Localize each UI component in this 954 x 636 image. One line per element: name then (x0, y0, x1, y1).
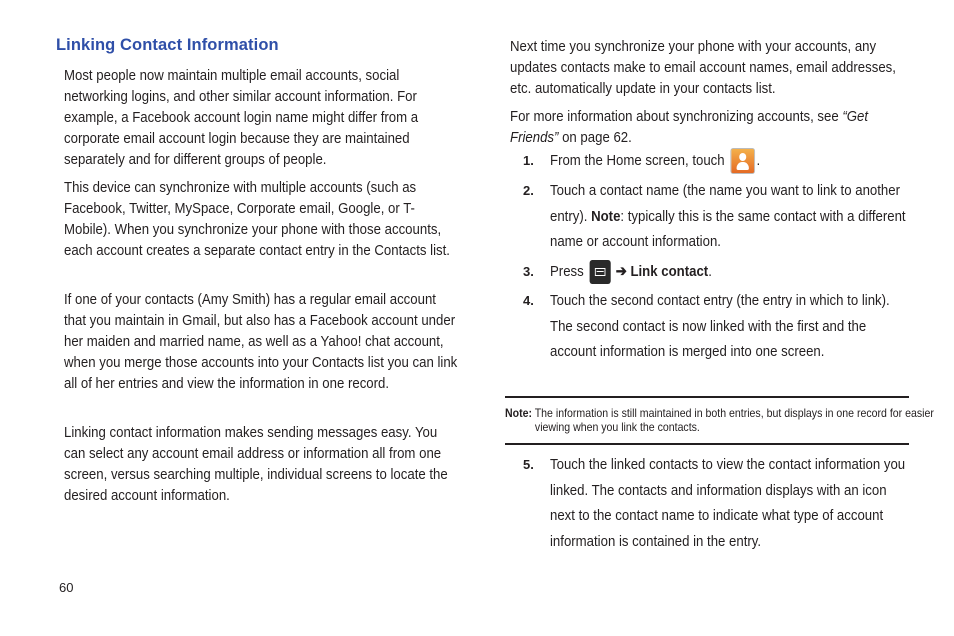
left-column (56, 36, 466, 512)
step-number: 1. (523, 153, 534, 168)
step-4 (510, 288, 910, 365)
step-1-end: . (756, 152, 761, 169)
more-info-paragraph (510, 106, 906, 148)
page-number: 60 (59, 580, 74, 595)
sync-intro: Next time you synchronize your phone with your accounts, any updates contacts make to email account names, email addresses, etc. automatically update in your contacts list. (510, 38, 896, 97)
paragraph-3: If one of your contacts (Amy Smith) has a regular email account that you maintain in Gmail, but also has a Facebook account under her maiden and married name, as well as a Yahoo! chat account, when you merge those accounts into your Contacts list you can link all of her entries and view the information in one record. (64, 291, 458, 392)
step-1-text: From the Home screen, touch (550, 152, 729, 169)
step-number: 5. (523, 457, 534, 472)
link-contact-option: Link contact (630, 262, 709, 280)
step-1 (510, 148, 910, 174)
menu-key-icon (589, 260, 610, 284)
step-2-note: : typically this is the same contact with a different name or account information. (550, 207, 906, 251)
step-2-text: Touch a contact name (the name you want to link to another entry). (550, 182, 901, 225)
note-box-text: The information is still maintained in both entries, but displays in one record for easier viewing when you link the contacts. (531, 406, 934, 434)
step-number: 3. (523, 263, 534, 279)
paragraph-4: Linking contact information makes sending messages easy. You can select any account email address or information all from one screen, versus searching multiple, individual screens to locate the desired account information. (64, 424, 448, 504)
step-5 (510, 452, 910, 554)
more-info-prefix: For more information about synchronizing accounts, see (510, 108, 843, 125)
step-3 (510, 259, 910, 285)
step-number: 4. (523, 293, 534, 309)
step-number: 2. (523, 183, 534, 199)
contacts-icon (730, 148, 755, 174)
step-5-container (510, 452, 910, 558)
step-4-text: Touch the second contact entry (the entry in which to link). The second contact is now linked with the first and the account information is merged into one screen. (550, 292, 890, 361)
step-2 (510, 178, 910, 255)
note-box-label: Note: (505, 406, 532, 420)
step-5-text: Touch the linked contacts to view the contact information you linked. The contacts and information displays with an icon next to the contact name to indicate what type of account information is contained in the entry. (550, 456, 906, 550)
more-info-suffix: on page 62. (558, 129, 632, 146)
step-3-end: . (708, 262, 712, 280)
step-3-text: Press (550, 262, 588, 280)
paragraph-1: Most people now maintain multiple email accounts, social networking logins, and other similar account information. For example, a Facebook account login name might differ from a corporate email account login because they are maintained separately and for different groups of people. (64, 67, 419, 168)
right-column (510, 36, 910, 369)
paragraph-2: This device can synchronize with multiple accounts (such as Facebook, Twitter, MySpace, Corporate email, Google, or T-Mobile). When you synchronize your phone with those accounts, each account creates a separate contact entry in the Contacts list. (64, 179, 450, 259)
section-heading: Linking Contact Information (56, 36, 279, 54)
get-friends-link[interactable]: “Get Friends” (510, 108, 869, 146)
arrow: ➔ (612, 262, 631, 280)
note-label: Note (591, 207, 621, 225)
note-box (505, 396, 934, 445)
